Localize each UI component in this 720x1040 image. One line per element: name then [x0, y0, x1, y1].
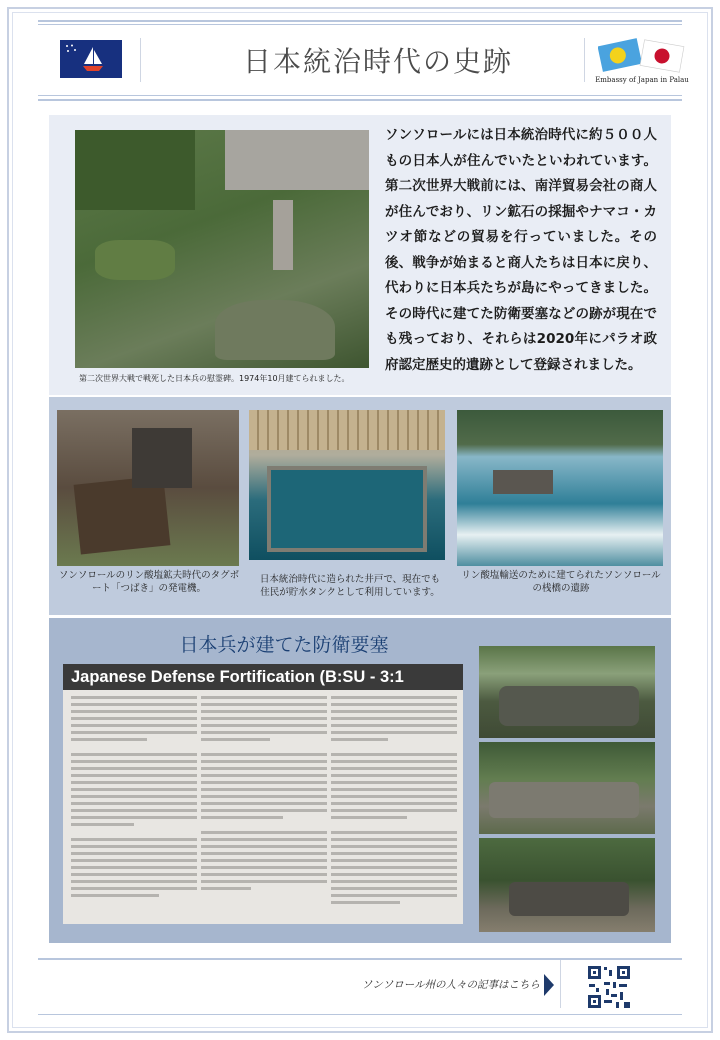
- header-top-rule: [38, 20, 682, 22]
- footer-link-text[interactable]: ソンソロール州の人々の記事はこちら: [361, 979, 540, 991]
- embassy-label: Embassy of Japan in Palau: [595, 76, 689, 84]
- pier-ruins-photo: [457, 410, 663, 566]
- header-bottom-rule-thin: [38, 95, 682, 96]
- well-photo: [249, 410, 445, 560]
- footer-divider: [560, 960, 561, 1008]
- sonsorol-flag-icon: [60, 40, 122, 78]
- memorial-photo: [75, 130, 369, 368]
- fortification-photo-2: [479, 742, 655, 834]
- header-bottom-rule: [38, 99, 682, 101]
- sign-column-2: [201, 696, 327, 894]
- generator-photo: [57, 410, 239, 566]
- fortification-section: [49, 618, 671, 943]
- fortification-photo-3: [479, 838, 655, 932]
- header-divider-left: [140, 38, 141, 82]
- fortification-title: 日本兵が建てた防衛要塞: [179, 634, 389, 656]
- palau-japan-flags-icon: [598, 38, 688, 74]
- sign-column-3: [331, 696, 457, 908]
- pier-ruins-caption: リン酸塩輸送のために建てられたソンソロールの桟橋の遺跡: [461, 570, 661, 594]
- fortification-photo-1: [479, 646, 655, 738]
- header-top-rule-thin: [38, 24, 682, 25]
- memorial-photo-caption: 第二次世界大戦で戦死した日本兵の慰霊碑。1974年10月建てられました。: [79, 374, 350, 383]
- sign-column-1: [71, 696, 197, 901]
- well-caption: 日本統治時代に造られた井戸で、現在でも住民が貯水タンクとして利用しています。: [259, 574, 441, 598]
- footer-bottom-rule: [38, 1014, 682, 1015]
- footer-top-rule: [38, 958, 682, 960]
- intro-section: [49, 115, 671, 395]
- qr-code-icon[interactable]: [586, 964, 632, 1010]
- info-sign-photo: [63, 664, 463, 924]
- photo-gallery-section: [49, 397, 671, 615]
- page-title: 日本統治時代の史跡: [242, 45, 513, 78]
- chevron-right-icon[interactable]: [544, 974, 554, 996]
- intro-body-text: ソンソロールには日本統治時代に約５００人もの日本人が住んでいたといわれています。第二次世界大戦前には、南洋貿易会社の商人が住んでおり、リン鉱石の採掘やナマコ・カツオ節などの貿易を行っていました。その後、戦争が始まると商人たちは日本に戻り、代わりに日本兵たちが島にやってきました。その時代に建てた防衛要塞などの跡が現在でも残っており、それらは2020年にパラオ政府認定歴史的遺跡として登録されました。: [385, 127, 657, 373]
- generator-caption: ソンソロールのリン酸塩鉱夫時代のタグボート「つばき」の発電機。: [58, 570, 240, 594]
- header-divider-right: [584, 38, 585, 82]
- sign-heading: Japanese Defense Fortification (B:SU - 3:1: [63, 664, 463, 690]
- header: [38, 30, 689, 92]
